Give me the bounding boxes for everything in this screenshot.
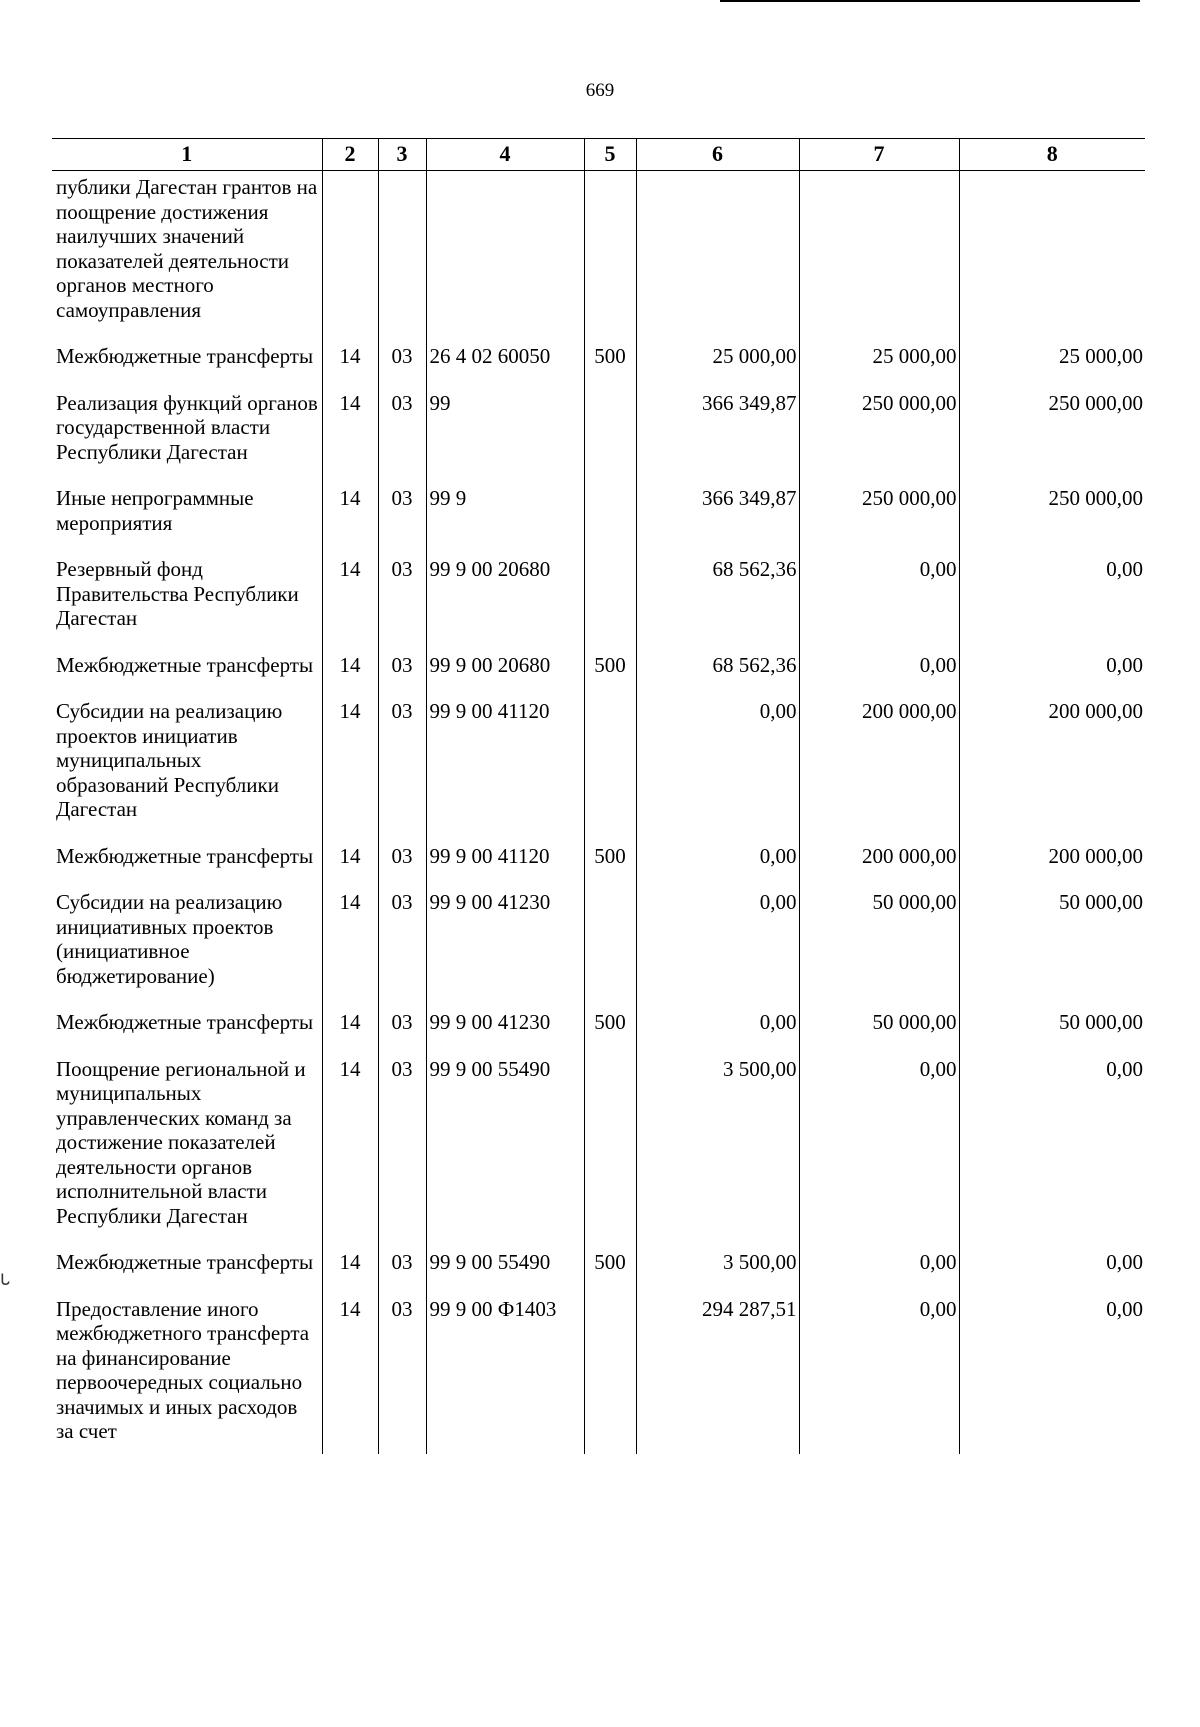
- cell-subsection: [378, 171, 426, 333]
- header-col-2: 2: [322, 139, 378, 171]
- cell-amount-year-2: 250 000,00: [799, 474, 959, 545]
- cell-section: 14: [322, 687, 378, 832]
- cell-section: 14: [322, 474, 378, 545]
- cell-subsection: 03: [378, 832, 426, 879]
- budget-table: [52, 138, 1145, 1454]
- cell-subsection: 03: [378, 1285, 426, 1454]
- cell-expense-type: [584, 379, 636, 475]
- header-col-5: 5: [584, 139, 636, 171]
- cell-expense-type: [584, 171, 636, 333]
- cell-name: Поощрение региональной и муниципальных управленческих команд за достижение показателей деятельности органов исполнительной власти Республики Дагестан: [56, 1056, 306, 1228]
- cell-expense-type: 500: [584, 832, 636, 879]
- cell-name: Предоставление иного межбюджетного трансферта на финансирование первоочередных социально значимых и иных расходов за счет: [56, 1296, 310, 1443]
- cell-target-code: 99 9 00 41230: [426, 878, 584, 998]
- cell-amount-year-2: 200 000,00: [799, 832, 959, 879]
- cell-section: 14: [322, 1285, 378, 1454]
- cell-amount-year-1: 0,00: [636, 878, 799, 998]
- cell-target-code: [426, 171, 584, 333]
- cell-amount-year-3: 200 000,00: [959, 687, 1145, 832]
- cell-section: 14: [322, 998, 378, 1045]
- cell-section: 14: [322, 641, 378, 688]
- cell-amount-year-2: 50 000,00: [799, 998, 959, 1045]
- cell-name: Межбюджетные трансферты: [56, 652, 314, 677]
- cell-subsection: 03: [378, 332, 426, 379]
- cell-amount-year-3: 0,00: [959, 545, 1145, 641]
- header-col-8: 8: [959, 139, 1145, 171]
- table-row: [52, 379, 1145, 475]
- cell-name: Иные непрограммные мероприятия: [56, 486, 254, 535]
- cell-subsection: 03: [378, 1238, 426, 1285]
- cell-amount-year-1: 68 562,36: [636, 545, 799, 641]
- cell-name: Межбюджетные трансферты: [56, 1010, 314, 1034]
- cell-expense-type: 500: [584, 641, 636, 688]
- cell-subsection: 03: [378, 998, 426, 1045]
- cell-subsection: 03: [378, 1045, 426, 1239]
- cell-expense-type: 500: [584, 1238, 636, 1285]
- table-row: [52, 687, 1145, 832]
- table-row: [52, 332, 1145, 379]
- cell-target-code: 99 9 00 55490: [426, 1238, 584, 1285]
- cell-name: публики Дагестан грантов на поощрение достижения наилучших значений показателей деятельности органов местного самоуправления: [56, 175, 318, 322]
- cell-target-code: 99 9 00 20680: [426, 545, 584, 641]
- cell-expense-type: [584, 1045, 636, 1239]
- cell-section: [322, 171, 378, 333]
- page-number: 669: [585, 80, 615, 101]
- scan-edge-line: [720, 0, 1140, 2]
- header-col-6: 6: [636, 139, 799, 171]
- cell-amount-year-3: 0,00: [959, 1238, 1145, 1285]
- cell-section: 14: [322, 379, 378, 475]
- cell-amount-year-2: 0,00: [799, 641, 959, 688]
- cell-amount-year-2: 250 000,00: [799, 379, 959, 475]
- cell-amount-year-2: 0,00: [799, 1045, 959, 1239]
- cell-target-code: 99: [426, 379, 584, 475]
- cell-subsection: 03: [378, 641, 426, 688]
- cell-amount-year-1: 0,00: [636, 998, 799, 1045]
- cell-amount-year-2: 25 000,00: [799, 332, 959, 379]
- cell-amount-year-1: [636, 171, 799, 333]
- cell-section: 14: [322, 1238, 378, 1285]
- cell-expense-type: [584, 687, 636, 832]
- cell-target-code: 99 9 00 20680: [426, 641, 584, 688]
- cell-target-code: 99 9 00 41230: [426, 998, 584, 1045]
- table-row: [52, 171, 1145, 333]
- cell-target-code: 99 9 00 55490: [426, 1045, 584, 1239]
- cell-amount-year-3: 200 000,00: [959, 832, 1145, 879]
- cell-amount-year-1: 294 287,51: [636, 1285, 799, 1454]
- cell-amount-year-1: 3 500,00: [636, 1238, 799, 1285]
- cell-expense-type: [584, 474, 636, 545]
- cell-amount-year-1: 366 349,87: [636, 379, 799, 475]
- cell-expense-type: 500: [584, 332, 636, 379]
- cell-amount-year-1: 0,00: [636, 687, 799, 832]
- cell-subsection: 03: [378, 379, 426, 475]
- cell-target-code: 99 9 00 41120: [426, 687, 584, 832]
- cell-amount-year-2: 200 000,00: [799, 687, 959, 832]
- cell-target-code: 99 9: [426, 474, 584, 545]
- cell-amount-year-1: 25 000,00: [636, 332, 799, 379]
- cell-section: 14: [322, 332, 378, 379]
- cell-expense-type: [584, 1285, 636, 1454]
- header-row: [52, 139, 1145, 171]
- cell-amount-year-3: 0,00: [959, 1045, 1145, 1239]
- cell-subsection: 03: [378, 687, 426, 832]
- cell-amount-year-3: 250 000,00: [959, 474, 1145, 545]
- cell-amount-year-3: 0,00: [959, 641, 1145, 688]
- cell-name: Межбюджетные трансферты: [56, 843, 314, 868]
- cell-expense-type: [584, 878, 636, 998]
- table-row: [52, 832, 1145, 879]
- cell-name: Реализация функций органов государственной власти Республики Дагестан: [56, 390, 318, 464]
- table-row: [52, 878, 1145, 998]
- header-col-3: 3: [378, 139, 426, 171]
- cell-amount-year-3: 50 000,00: [959, 878, 1145, 998]
- cell-name: Резервный фонд Правительства Республики Дагестан: [56, 557, 299, 630]
- scan-margin-mark: ᒐ: [0, 1272, 11, 1289]
- cell-amount-year-2: 0,00: [799, 545, 959, 641]
- cell-subsection: 03: [378, 878, 426, 998]
- cell-section: 14: [322, 1045, 378, 1239]
- cell-amount-year-3: [959, 171, 1145, 333]
- cell-amount-year-1: 68 562,36: [636, 641, 799, 688]
- cell-amount-year-2: 0,00: [799, 1285, 959, 1454]
- cell-amount-year-1: 0,00: [636, 832, 799, 879]
- table-row: [52, 1238, 1145, 1285]
- table-row: [52, 474, 1145, 545]
- table-row: [52, 641, 1145, 688]
- cell-amount-year-3: 50 000,00: [959, 998, 1145, 1045]
- cell-target-code: 26 4 02 60050: [426, 332, 584, 379]
- cell-target-code: 99 9 00 41120: [426, 832, 584, 879]
- header-col-4: 4: [426, 139, 584, 171]
- cell-amount-year-3: 0,00: [959, 1285, 1145, 1454]
- cell-name: Межбюджетные трансферты: [56, 1250, 314, 1274]
- cell-subsection: 03: [378, 545, 426, 641]
- table-row: [52, 998, 1145, 1045]
- cell-name: Межбюджетные трансферты: [56, 344, 314, 368]
- cell-amount-year-3: 25 000,00: [959, 332, 1145, 379]
- cell-section: 14: [322, 832, 378, 879]
- cell-amount-year-2: 50 000,00: [799, 878, 959, 998]
- cell-amount-year-2: [799, 171, 959, 333]
- cell-subsection: 03: [378, 474, 426, 545]
- cell-expense-type: [584, 545, 636, 641]
- table-row: [52, 1045, 1145, 1239]
- cell-section: 14: [322, 545, 378, 641]
- table-row: [52, 1285, 1145, 1454]
- cell-amount-year-1: 3 500,00: [636, 1045, 799, 1239]
- cell-name: Субсидии на реализацию проектов инициатив муниципальных образований Республики Дагестан: [56, 699, 283, 821]
- cell-expense-type: 500: [584, 998, 636, 1045]
- cell-amount-year-1: 366 349,87: [636, 474, 799, 545]
- cell-amount-year-3: 250 000,00: [959, 379, 1145, 475]
- table-row: [52, 545, 1145, 641]
- cell-name: Субсидии на реализацию инициативных проектов (инициативное бюджетирование): [56, 890, 283, 988]
- header-col-1: 1: [52, 139, 322, 171]
- header-col-7: 7: [799, 139, 959, 171]
- cell-section: 14: [322, 878, 378, 998]
- cell-amount-year-2: 0,00: [799, 1238, 959, 1285]
- cell-target-code: 99 9 00 Ф1403: [426, 1285, 584, 1454]
